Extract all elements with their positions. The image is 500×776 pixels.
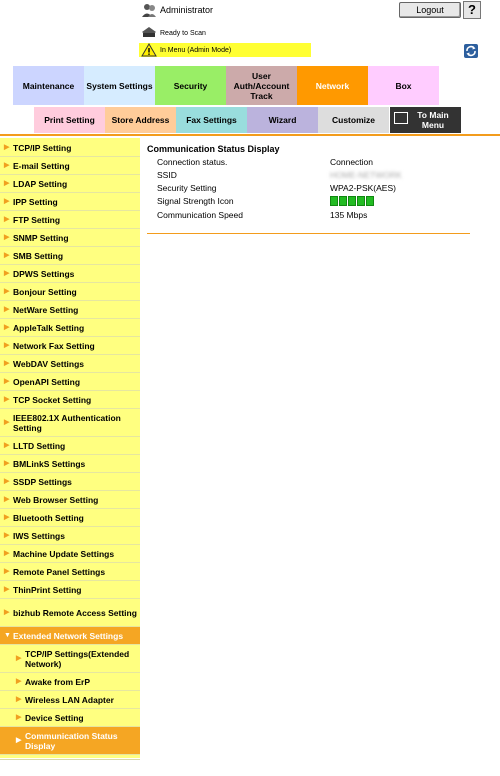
security-setting-label: Security Setting — [157, 183, 217, 193]
tab-wizard[interactable]: Wizard — [247, 107, 318, 133]
sidebar-item[interactable] — [0, 581, 140, 599]
sidebar-item-label: SMB Setting — [13, 250, 64, 261]
chevron-down-icon: ▼ — [4, 631, 11, 639]
sidebar-item-label: ThinPrint Setting — [13, 584, 82, 595]
sidebar-item[interactable] — [0, 491, 140, 509]
chevron-right-icon: ▶ — [4, 608, 10, 616]
warning-icon — [141, 43, 157, 57]
security-setting-value: WPA2-PSK(AES) — [330, 183, 396, 193]
chevron-right-icon: ▶ — [4, 233, 10, 241]
sidebar-item[interactable] — [0, 409, 140, 437]
sidebar-item[interactable] — [0, 509, 140, 527]
sidebar-item-label: FTP Setting — [13, 214, 61, 225]
chevron-right-icon: ▶ — [4, 359, 10, 367]
main-menu-icon — [394, 112, 408, 124]
connection-status-label: Connection status. — [157, 157, 228, 167]
signal-bar — [357, 196, 365, 206]
chevron-right-icon: ▶ — [4, 377, 10, 385]
sidebar-item-label: E-mail Setting — [13, 160, 70, 171]
chevron-right-icon: ▶ — [16, 654, 22, 662]
chevron-right-icon: ▶ — [16, 736, 22, 744]
chevron-right-icon: ▶ — [16, 695, 22, 703]
signal-bar — [366, 196, 374, 206]
sidebar-item[interactable] — [0, 319, 140, 337]
chevron-right-icon: ▶ — [4, 459, 10, 467]
sidebar-subitem[interactable] — [0, 673, 140, 691]
sidebar-subitem[interactable] — [0, 645, 140, 673]
sidebar-subitem[interactable] — [0, 691, 140, 709]
tab-network[interactable]: Network — [297, 66, 368, 105]
sidebar-subitem-label: TCP/IP Settings(Extended Network) — [25, 648, 130, 669]
sidebar-item[interactable] — [0, 211, 140, 229]
sidebar-item-label: WebDAV Settings — [13, 358, 84, 369]
administrator-label: Administrator — [160, 5, 214, 15]
sidebar-item[interactable] — [0, 265, 140, 283]
sidebar-subitem[interactable] — [0, 727, 140, 755]
sidebar-item-label: LLTD Setting — [13, 440, 66, 451]
sidebar-item-label: NetWare Setting — [13, 304, 79, 315]
chevron-right-icon: ▶ — [4, 395, 10, 403]
sidebar-item-label: Machine Update Settings — [13, 548, 115, 559]
to-main-menu-label: To Main Menu — [417, 110, 449, 130]
sidebar-item[interactable] — [0, 527, 140, 545]
sidebar-subitem-label: Communication Status Display — [25, 730, 118, 751]
tab-user-auth[interactable]: User Auth/Account Track — [226, 66, 297, 105]
chevron-right-icon: ▶ — [4, 531, 10, 539]
chevron-right-icon: ▶ — [4, 567, 10, 575]
chevron-right-icon: ▶ — [4, 161, 10, 169]
sidebar-item[interactable] — [0, 455, 140, 473]
sidebar-item[interactable] — [0, 355, 140, 373]
chevron-right-icon: ▶ — [4, 513, 10, 521]
chevron-right-icon: ▶ — [4, 495, 10, 503]
sidebar-item-label: Network Fax Setting — [13, 340, 95, 351]
page-title: Communication Status Display — [147, 144, 280, 154]
chevron-right-icon: ▶ — [4, 143, 10, 151]
signal-bar — [339, 196, 347, 206]
tab-store-address[interactable]: Store Address — [105, 107, 176, 133]
sidebar-item-label: Remote Panel Settings — [13, 566, 106, 577]
sidebar-item[interactable] — [0, 337, 140, 355]
sidebar-divider — [0, 759, 140, 760]
sidebar-item-label: SSDP Settings — [13, 476, 72, 487]
sidebar-item-label: IEEE802.1X Authentication Setting — [13, 412, 121, 433]
mode-text: In Menu (Admin Mode) — [160, 47, 232, 54]
sidebar-item-label: bizhub Remote Access Setting — [13, 607, 137, 618]
chevron-right-icon: ▶ — [4, 251, 10, 259]
sidebar-item-label: Bonjour Setting — [13, 286, 77, 297]
sidebar-item[interactable] — [0, 229, 140, 247]
signal-bar — [330, 196, 338, 206]
sidebar-subitem-label: Awake from ErP — [25, 676, 91, 687]
sidebar-item-label: TCP Socket Setting — [13, 394, 92, 405]
sidebar-item[interactable] — [0, 373, 140, 391]
chevron-right-icon: ▶ — [4, 179, 10, 187]
sidebar-item[interactable] — [0, 283, 140, 301]
sidebar-item-label: Extended Network Settings — [13, 630, 124, 641]
sidebar-item[interactable] — [0, 545, 140, 563]
tab-divider — [0, 134, 500, 136]
connection-status-value: Connection — [330, 157, 374, 167]
sidebar-item-label: DPWS Settings — [13, 268, 75, 279]
sidebar-item-label: Bluetooth Setting — [13, 512, 84, 523]
refresh-icon[interactable] — [464, 44, 478, 58]
chevron-right-icon: ▶ — [16, 677, 22, 685]
sidebar-subitem-label: Device Setting — [25, 712, 84, 723]
sidebar-item[interactable] — [0, 247, 140, 265]
sidebar-item-label: IWS Settings — [13, 530, 65, 541]
sidebar-item[interactable] — [0, 437, 140, 455]
sidebar-subitem[interactable] — [0, 709, 140, 727]
communication-speed-label: Communication Speed — [157, 210, 243, 220]
tab-customize[interactable]: Customize — [318, 107, 389, 133]
administrator-icon — [141, 2, 157, 18]
chevron-right-icon: ▶ — [4, 287, 10, 295]
content-divider — [147, 233, 470, 234]
sidebar-item[interactable] — [0, 473, 140, 491]
chevron-right-icon: ▶ — [4, 215, 10, 223]
sidebar-item[interactable] — [0, 139, 140, 157]
chevron-right-icon: ▶ — [4, 585, 10, 593]
sidebar-item-label: OpenAPI Setting — [13, 376, 81, 387]
chevron-right-icon: ▶ — [4, 441, 10, 449]
sidebar-item-label: IPP Setting — [13, 196, 58, 207]
tab-print-setting[interactable]: Print Setting — [34, 107, 105, 133]
chevron-right-icon: ▶ — [4, 418, 10, 426]
device-status-text: Ready to Scan — [160, 30, 206, 37]
sidebar-item[interactable] — [0, 391, 140, 409]
sidebar-item[interactable] — [0, 563, 140, 581]
sidebar-item[interactable] — [0, 157, 140, 175]
sidebar-item-label: AppleTalk Setting — [13, 322, 85, 333]
signal-strength-label: Signal Strength Icon — [157, 196, 234, 206]
chevron-right-icon: ▶ — [4, 197, 10, 205]
chevron-right-icon: ▶ — [4, 269, 10, 277]
sidebar-item[interactable] — [0, 599, 140, 627]
to-main-menu-button[interactable] — [390, 107, 461, 133]
sidebar-item[interactable] — [0, 193, 140, 211]
tab-fax-settings[interactable]: Fax Settings — [176, 107, 247, 133]
sidebar-item-label: LDAP Setting — [13, 178, 68, 189]
ssid-value: HOME-NETWORK — [330, 170, 402, 180]
tab-maintenance[interactable]: Maintenance — [13, 66, 84, 105]
sidebar-item-label: BMLinkS Settings — [13, 458, 86, 469]
chevron-right-icon: ▶ — [4, 323, 10, 331]
sidebar-item-label: TCP/IP Setting — [13, 142, 72, 153]
ssid-label: SSID — [157, 170, 177, 180]
sidebar-subitem-label: Wireless LAN Adapter — [25, 694, 114, 705]
sidebar-item-label: Web Browser Setting — [13, 494, 99, 505]
chevron-right-icon: ▶ — [4, 341, 10, 349]
tab-security[interactable]: Security — [155, 66, 226, 105]
help-button[interactable]: ? — [463, 1, 481, 19]
scanner-status-icon — [141, 26, 157, 38]
chevron-right-icon: ▶ — [4, 549, 10, 557]
signal-bar — [348, 196, 356, 206]
sidebar-item[interactable] — [0, 627, 140, 645]
sidebar-item[interactable] — [0, 175, 140, 193]
tab-system-settings[interactable]: System Settings — [84, 66, 155, 105]
logout-button[interactable]: Logout — [399, 2, 461, 18]
chevron-right-icon: ▶ — [16, 713, 22, 721]
communication-speed-value: 135 Mbps — [330, 210, 368, 220]
tab-box[interactable]: Box — [368, 66, 439, 105]
chevron-right-icon: ▶ — [4, 305, 10, 313]
chevron-right-icon: ▶ — [4, 477, 10, 485]
sidebar-item-label: SNMP Setting — [13, 232, 69, 243]
sidebar-item[interactable] — [0, 301, 140, 319]
